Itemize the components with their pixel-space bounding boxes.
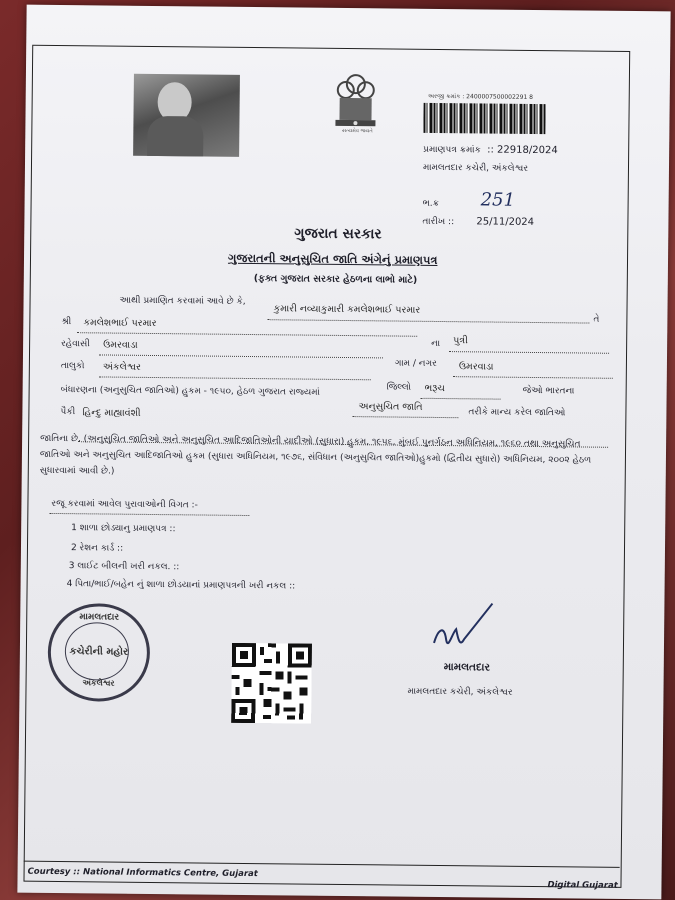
photo-body (147, 116, 203, 157)
state-suffix: જેઓ ભારતના (522, 385, 575, 397)
signatory-office: મામલતદાર કચેરી, અંકલેશ્વર (407, 686, 513, 698)
evidence-item: 4 પિતા/ભાઈ/બહેન નું શાળા છોડયાનાં પ્રમાણપત્રની ખરી નકલ :: (66, 579, 296, 592)
certificate-paper (17, 5, 670, 900)
village-label: ગામ / નગર (394, 358, 437, 369)
taluka-value: અંકલેશ્વર (102, 361, 142, 373)
national-emblem-icon (327, 70, 384, 149)
certificate-number: :: 22918/2024 (487, 144, 558, 157)
shri-label: શ્રી (61, 317, 72, 328)
among-label: પૈકી (60, 407, 76, 418)
intro-text: આથી પ્રમાણિત કરવામાં આવે છે કે, (119, 295, 246, 307)
resident-value: ઉમરવાડા (103, 339, 138, 351)
district-value: ભરૂચ (424, 382, 445, 395)
order-line: બંધારણના (અનુસુચિત જાતિઓ) હુકમ - ૧૯૫૦, હેઠળ ગુજરાત રાજ્યમાં (60, 385, 320, 398)
applicant-photo (133, 74, 240, 157)
emblem-caption: સત્યમેવ જયતે (342, 127, 373, 135)
barcode (423, 103, 545, 134)
certificate-note: (ફક્ત ગુજરાત સરકાર હેઠળના લાભો માટે) (253, 273, 418, 286)
footer-credit: Courtesy :: National Informatics Centre, Gujarat (27, 866, 258, 880)
legal-paragraph: જાતિના છે. (અનુસુચિત જાતિઓ અને અનુસુચિત આદિજાતિઓની યાદીઓ (સુધારા) હુકમ, ૧૯૫૬, મુંબઈ પુનર્ગઠન અધિનિયમ, ૧૯૬૦ તથા અનુસુચિત જાતિઓ અને અનુસુચિત આદિજાતિઓ હુકમ (સુધારા અધિનિયમ, ૧૯૭૬, સંવિધાન (અનુસુચિત જાતિઓ)હુકમો (દ્વિતીય સુધારો) અધિનિયમ, ૨૦૦૨ હેઠળ સુધારવામાં આવી છે.) (39, 433, 592, 477)
qr-code (231, 643, 312, 724)
na-text: ના (431, 338, 441, 349)
evidence-item: 1 શાળા છોડ્યાનુ પ્રમાણપત્ર :: (71, 523, 176, 535)
evidence-item: 2 રેશન કાર્ડ :: (70, 543, 124, 554)
stamp-top-text: મામલતદાર (79, 612, 120, 623)
recognized-text: તરીકે માન્ય કરેલ જાતિઓ (468, 407, 566, 419)
certificate-number-label: પ્રમાણપત્ર ક્રમાંક (423, 144, 481, 156)
evidence-item: 3 લાઈટ બીલની ખરી નકલ. :: (68, 561, 180, 573)
application-number: અરજી ક્રમાંક : 2400007500002291 8 (427, 92, 534, 101)
te-text: તે (593, 314, 600, 325)
stamp-middle-text: કચેરીની મહોર (69, 646, 129, 658)
applicant-name: કુમારી નવ્યાકુમારી કમલેશભાઈ પરમાર (273, 303, 421, 316)
inward-label: ભ.ક્ર (422, 198, 440, 209)
government-title: ગુજરાત સરકાર (294, 225, 382, 243)
village-value: ઉમરવાડા (458, 361, 494, 373)
evidence-heading: રજૂ કરવામાં આવેલ પુરાવાઓની વિગત :- (51, 498, 198, 511)
date-label: તારીખ :: (422, 216, 455, 228)
office-stamp (47, 603, 150, 702)
resident-label: રહેવાસી (61, 339, 90, 350)
signatory-title: મામલતદાર (443, 661, 490, 674)
taluka-label: તાલુકો (60, 361, 85, 372)
caste-value: હિન્દુ માહ્યાવંશી (82, 407, 141, 419)
stamp-bottom-text: અંકલેશ્વર (82, 678, 115, 688)
relation-value: પુત્રી (453, 335, 468, 347)
footer-brand: Digital Gujarat (547, 880, 618, 891)
issuing-office: મામલતદાર કચેરી, અંકલેશ્વર (422, 162, 529, 174)
inward-number: 251 (480, 189, 516, 211)
category-value: અનુસુચિત જાતિ (358, 401, 423, 413)
certificate-title: ગુજરાતની અનુસુચિત જાતિ અંગેનું પ્રમાણપત્ર (227, 250, 438, 267)
issue-date: 25/11/2024 (476, 216, 535, 228)
signature-mark (428, 599, 499, 664)
father-name: કમલેશભાઈ પરમાર (83, 317, 157, 330)
district-label: જિલ્લો (386, 382, 412, 393)
